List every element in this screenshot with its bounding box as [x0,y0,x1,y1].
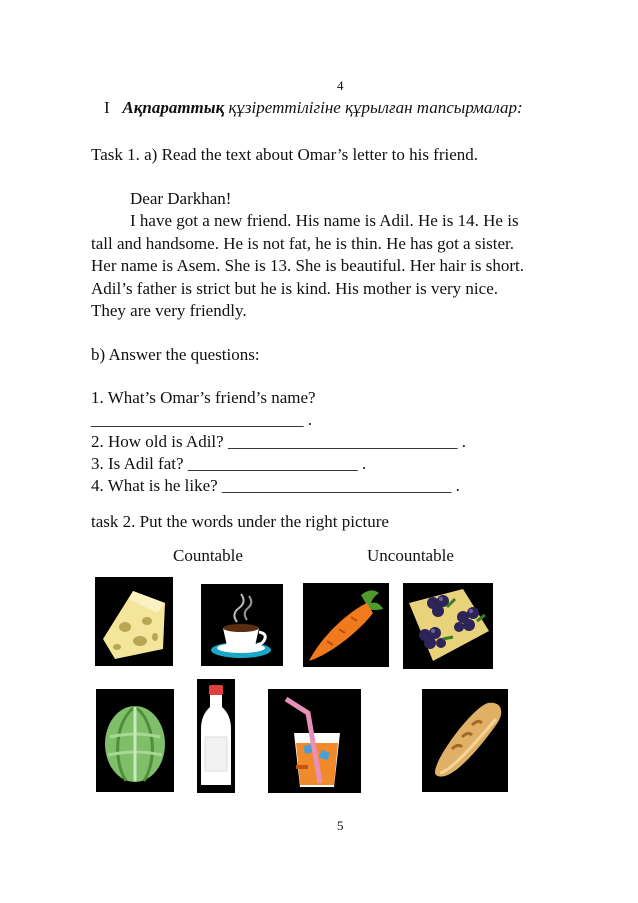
letter-line: tall and handsome. He is not fat, he is thin. He has got a sister. [91,233,515,253]
letter-line: Her name is Asem. She is 13. She is beautiful. Her hair is short. [91,256,524,275]
page-number-bottom: 5 [337,818,344,833]
letter-body [91,210,591,323]
letter-greeting: Dear Darkhan! [130,189,232,208]
task2-title: task 2. Put the words under the right picture [91,512,389,531]
coffee-cup-icon [201,584,283,666]
letter-line: They are very friendly. [91,301,247,320]
question-item: 3. Is Adil fat? ____________________ . [91,454,367,473]
questions-list [91,387,591,497]
question-item: 4. What is he like? ___________________________ . [91,476,460,495]
uncountable-heading: Uncountable [367,546,454,565]
carrot-icon [303,583,389,667]
page-number-top: 4 [337,78,344,93]
section-numeral: I [104,98,110,117]
section-header-bold: Ақпараттық [122,98,225,117]
juice-glass-icon [268,689,361,793]
letter-line: Adil’s father is strict but he is kind. His mother is very nice. [91,278,498,298]
cabbage-icon [96,689,174,792]
task1-title: Task 1. a) Read the text about Omar’s letter to his friend. [91,145,479,164]
grapes-icon [403,583,493,669]
cheese-icon [95,577,173,666]
section-header [104,98,523,118]
countable-heading: Countable [173,546,243,565]
question-item: 2. How old is Adil? ___________________________ . [91,432,466,451]
answer-blank: _________________________ . [91,410,312,429]
bread-icon [422,689,508,792]
question-item: 1. What’s Omar’s friend’s name? [91,388,316,407]
letter-first-line: I have got a new friend. His name is Adil. He is 14. He is [130,211,519,230]
section-header-italic: құзіреттілігіне құрылған тапсырмалар: [228,98,523,117]
milk-bottle-icon [197,679,235,793]
part-b-heading: b) Answer the questions: [91,345,260,364]
